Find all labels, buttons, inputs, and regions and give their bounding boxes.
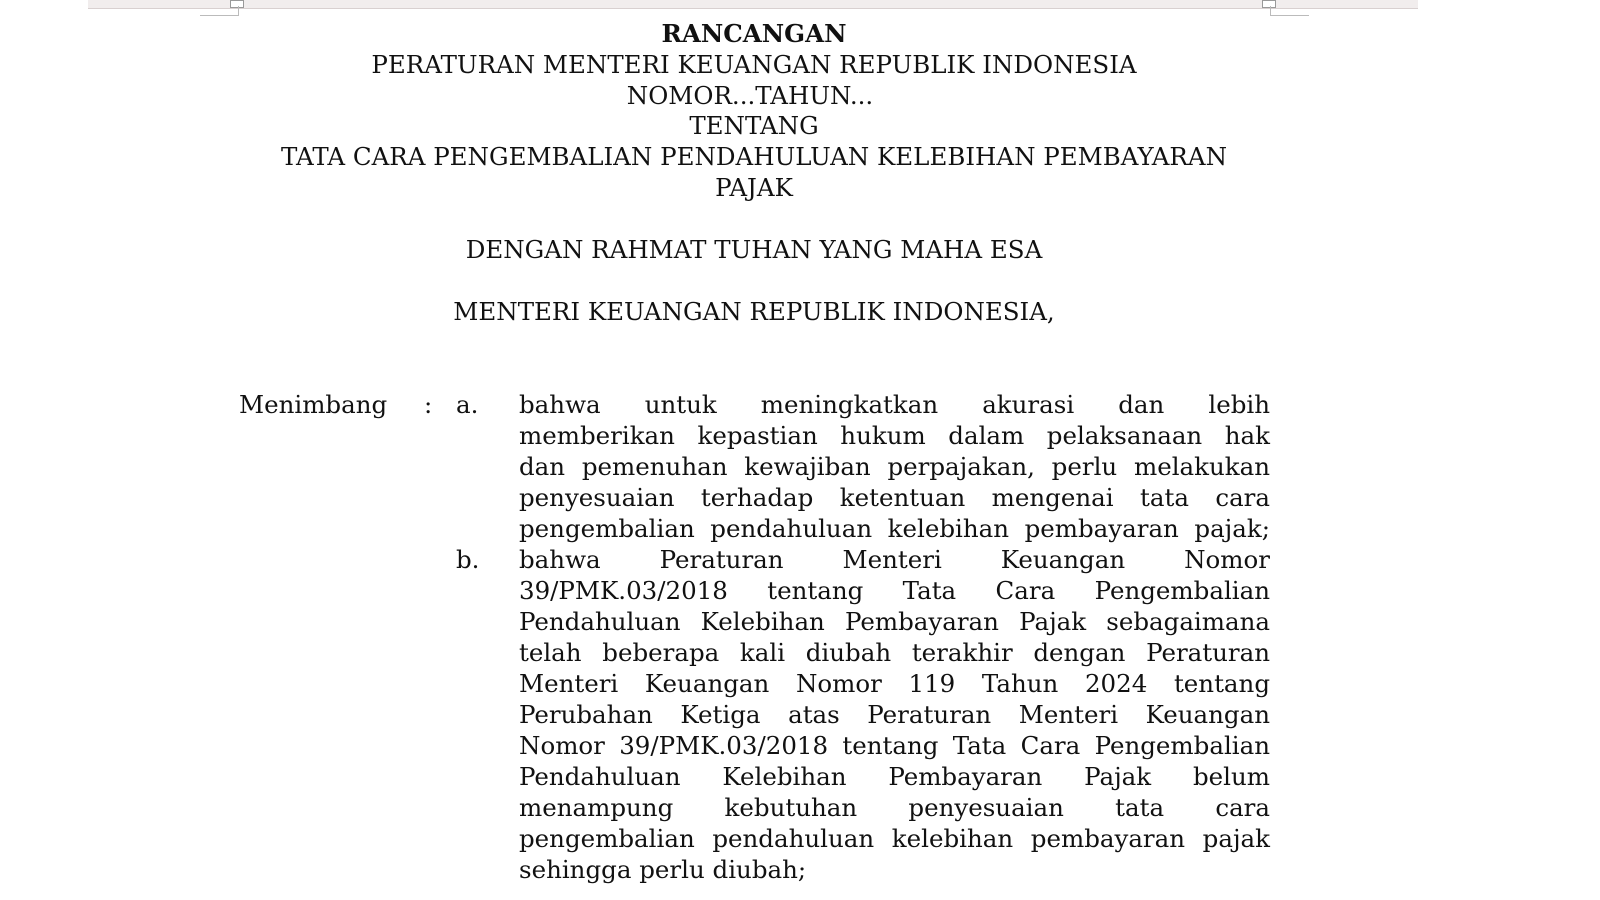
- ruler[interactable]: [88, 0, 1418, 9]
- about-label: TENTANG: [689, 111, 819, 140]
- text-line: bahwa Peraturan Menteri Keuangan Nomor: [519, 545, 1270, 574]
- item-a-text: [519, 389, 1270, 544]
- regulation-number: NOMOR...TAHUN...: [626, 81, 874, 110]
- text-line: Pendahuluan Kelebihan Pembayaran Pajak sebagaimana: [519, 607, 1270, 636]
- regulation-title: PERATURAN MENTERI KEUANGAN REPUBLIK INDONESIA: [371, 50, 1137, 79]
- text-line: pengembalian pendahuluan kelebihan pembayaran pajak;: [519, 514, 1270, 543]
- text-line: bahwa untuk meningkatkan akurasi dan lebih: [519, 390, 1270, 419]
- text-line: dan pemenuhan kewajiban perpajakan, perlu melakukan: [519, 452, 1270, 481]
- text-line: menampung kebutuhan penyesuaian tata cara: [519, 793, 1270, 822]
- text-line: Menteri Keuangan Nomor 119 Tahun 2024 tentang: [519, 669, 1270, 698]
- text-line: penyesuaian terhadap ketentuan mengenai tata cara: [519, 483, 1270, 512]
- considering-colon: :: [424, 390, 433, 419]
- text-line: pengembalian pendahuluan kelebihan pembayaran pajak: [519, 824, 1270, 853]
- text-line: Pendahuluan Kelebihan Pembayaran Pajak belum: [519, 762, 1270, 791]
- text-line: memberikan kepastian hukum dalam pelaksanaan hak: [519, 421, 1270, 450]
- subject-line-1: TATA CARA PENGEMBALIAN PENDAHULUAN KELEBIHAN PEMBAYARAN: [280, 142, 1228, 171]
- text-line: sehingga perlu diubah;: [519, 855, 807, 884]
- invocation: DENGAN RAHMAT TUHAN YANG MAHA ESA: [465, 235, 1043, 264]
- text-line: 39/PMK.03/2018 tentang Tata Cara Pengembalian: [519, 576, 1270, 605]
- text-line: telah beberapa kali diubah terakhir dengan Peraturan: [519, 638, 1270, 667]
- authority: MENTERI KEUANGAN REPUBLIK INDONESIA,: [453, 297, 1055, 326]
- considering-label: Menimbang: [239, 390, 388, 419]
- draft-label: RANCANGAN: [661, 19, 847, 48]
- item-b-text: [519, 544, 1270, 885]
- text-line: Perubahan Ketiga atas Peraturan Menteri Keuangan: [519, 700, 1270, 729]
- margin-corner-left: [200, 6, 239, 16]
- text-line: Nomor 39/PMK.03/2018 tentang Tata Cara Pengembalian: [519, 731, 1270, 760]
- item-a-marker: a.: [456, 390, 479, 419]
- subject-line-2: PAJAK: [715, 173, 793, 202]
- item-b-marker: b.: [456, 545, 480, 574]
- margin-corner-right: [1270, 6, 1309, 16]
